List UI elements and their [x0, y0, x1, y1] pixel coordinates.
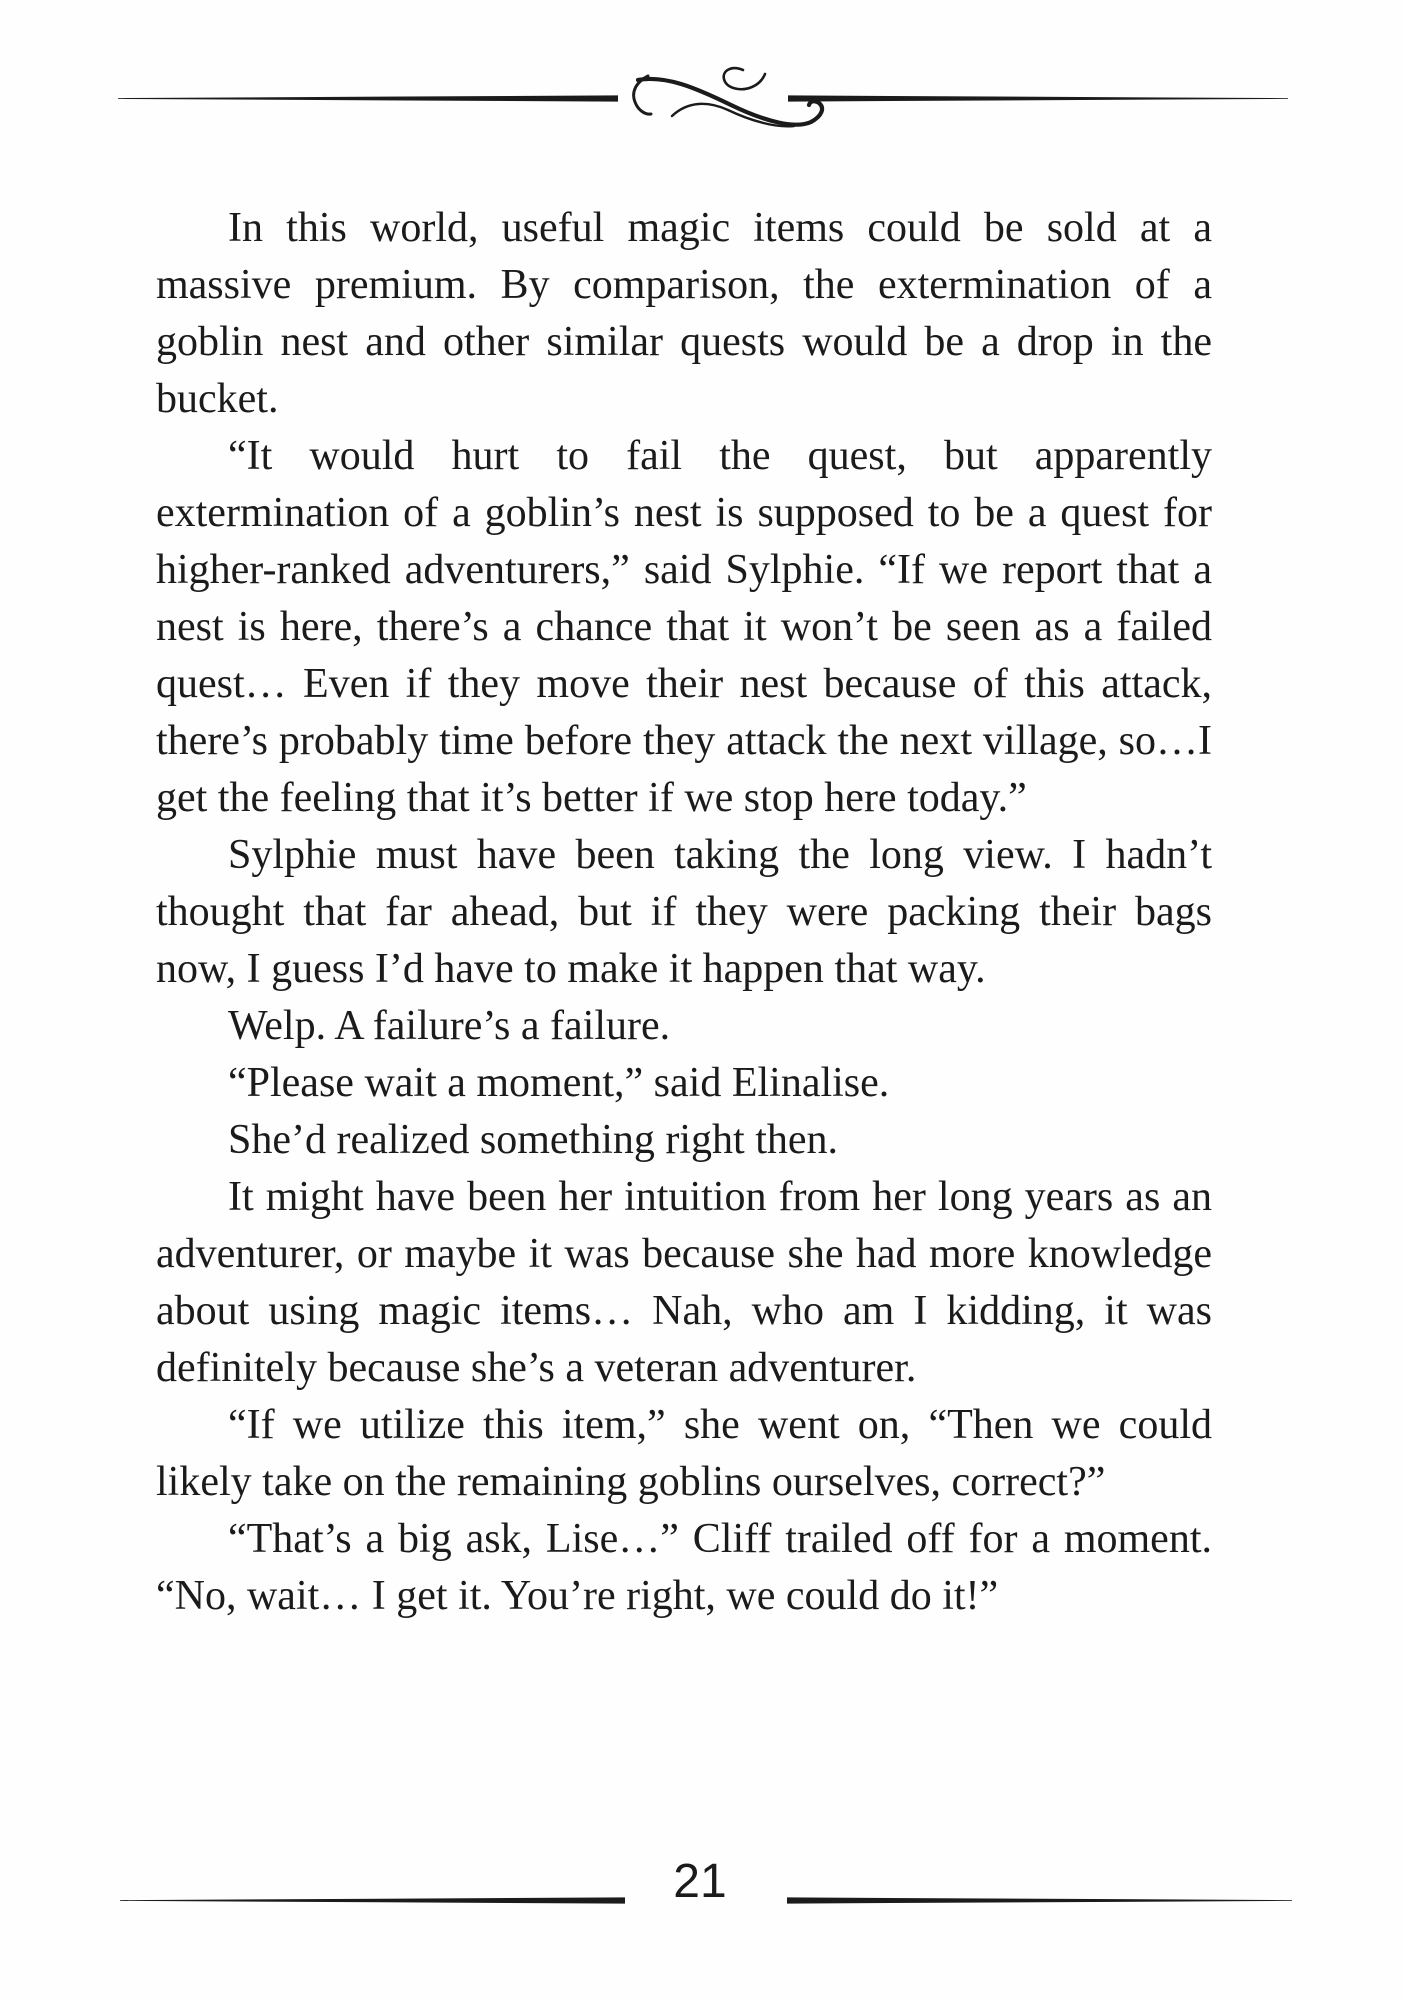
paragraph: “That’s a big ask, Lise…” Cliff trailed off for a moment. “No, wait… I get it. You’re right, we could do it!” — [156, 1516, 1212, 1619]
paragraph: Welp. A failure’s a failure. — [228, 1003, 671, 1049]
paragraph: Sylphie must have been taking the long view. I hadn’t thought that far ahead, but if they were packing their bags now, I guess I’d have to make it happen that way. — [156, 832, 1212, 992]
footer-left-rule — [120, 1897, 625, 1904]
page-number: 21 — [673, 1855, 727, 1908]
paragraph: She’d realized something right then. — [228, 1117, 839, 1163]
paragraph: “If we utilize this item,” she went on, “Then we could likely take on the remaining goblins ourselves, correct?” — [156, 1402, 1212, 1505]
footer-right-rule — [787, 1897, 1292, 1904]
top-divider-left-rule — [118, 95, 618, 102]
paragraph: “It would hurt to fail the quest, but apparently extermination of a goblin’s nest is supposed to be a quest for higher-ranked adventurers,” said Sylphie. “If we report that a nest is here, there’s a chance that it won’t be seen as a failed quest… Even if they move their nest because of this attack, there’s probably time before they attack the next village, so…I get the feeling that it’s better if we stop here today.” — [156, 433, 1212, 821]
paragraph: In this world, useful magic items could be sold at a massive premium. By comparison, the extermination of a goblin nest and other similar quests would be a drop in the bucket. — [156, 205, 1212, 422]
paragraph: “Please wait a moment,” said Elinalise. — [228, 1060, 890, 1106]
paragraph: It might have been her intuition from her long years as an adventurer, or maybe it was because she had more knowledge about using magic items… Nah, who am I kidding, it was definitely because she’s a veteran adventurer. — [156, 1174, 1212, 1391]
top-divider-right-rule — [788, 95, 1288, 102]
body-text — [156, 200, 1212, 1625]
top-divider — [118, 60, 1288, 145]
